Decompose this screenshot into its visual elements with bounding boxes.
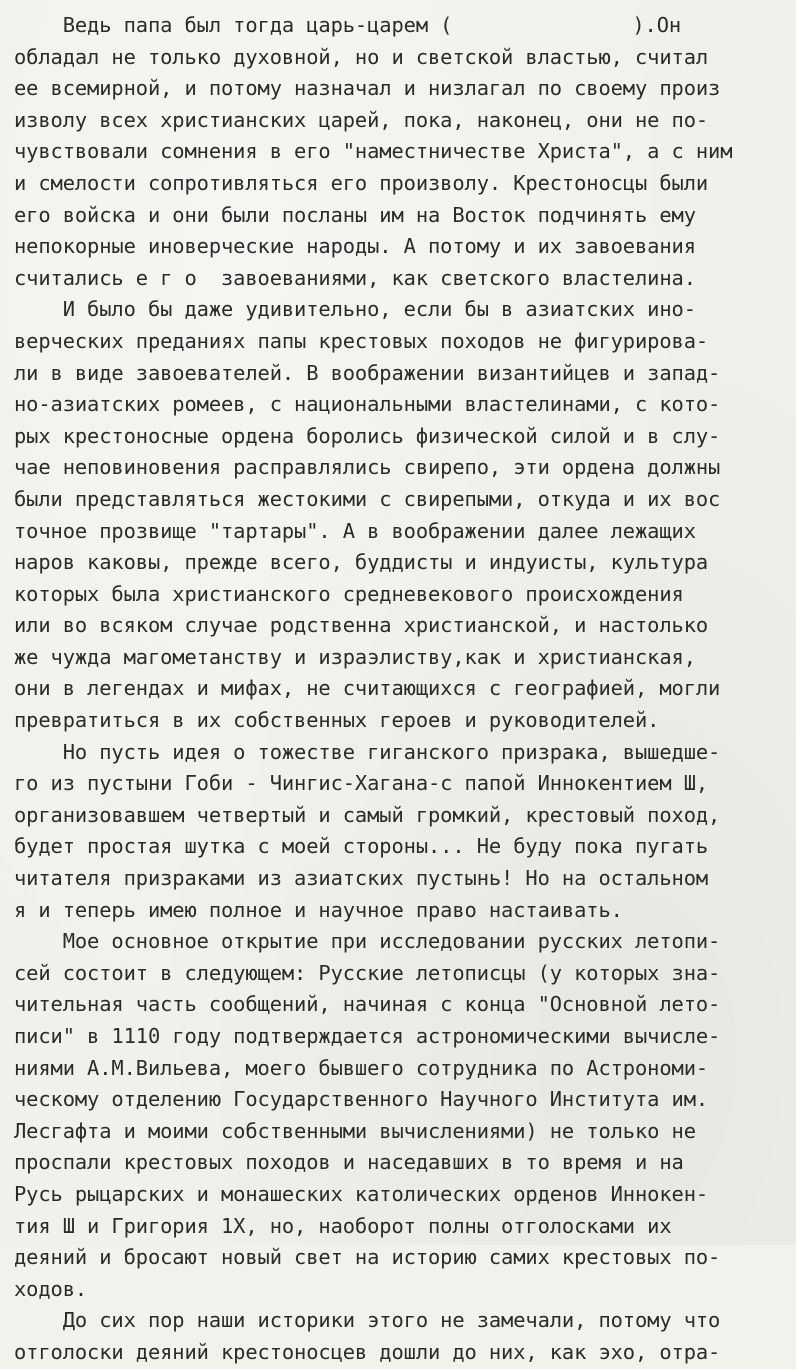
text-line: тия Ш и Григория 1Х, но, наоборот полны отголосками их [14,1213,672,1238]
text-line: И было бы даже удивительно, если бы в азиатских ино- [14,297,696,322]
text-line: Русь рыцарских и монашеских католических орденов Иннокен- [14,1181,709,1206]
text-line: наров каковы, прежде всего, буддисты и индуисты, культура [14,550,709,575]
text-line: которых была христианского средневекового происхождения [14,581,684,606]
line-text: Ведь папа был тогда царь-царем ( [14,13,453,37]
text-line: обладал не только духовной, но и светской властью, считал [14,44,709,69]
text-line: или во всяком случае родственна христианской, и настолько [14,613,709,638]
text-line: точное прозвище "тартары". А в воображении далее лежащих [14,518,696,543]
text-line: До сих пор наши историки этого не замечали, потому что [14,1308,721,1333]
text-line: писи" в 1110 году подтверждается астрономическими вычисле- [14,1024,721,1048]
text-line: отголоски деяний крестоносцев дошли до них, как эхо, отра- [14,1339,721,1364]
text-line: го из пустыни Гоби - Чингис-Хагана-с папой Иннокентием Ш, [14,771,709,796]
text-line: ходов. [14,1276,88,1301]
text-line: ческому отделению Государственного Научного Института им. [14,1087,709,1112]
text-line [14,10,789,42]
text-line: но-азиатских ромеев, с национальными властелинами, с кото- [14,392,721,417]
text-line: же чужда магометанству и израэлиству,как и христианская, [14,644,696,669]
text-line: и смелости сопротивляться его произволу. Крестоносцы были [14,170,709,195]
text-line: ли в виде завоевателей. В воображении византийцев и запад- [14,360,721,385]
text-line: они в легендах и мифах, не считающихся с географией, могли [14,676,721,701]
text-line: организовавшем четвертый и самый громкий, крестовый поход, [14,802,721,827]
text-line: чае неповиновения расправлялись свирепо, эти ордена должны [14,455,721,480]
text-line: Лесгафта и моими собственными вычислениями) не только не [14,1118,696,1143]
text-line: непокорные иноверческие народы. А потому и их завоевания [14,234,696,259]
text-line: читателя призраками из азиатских пустынь! Но на остальном [14,866,709,891]
text-line: были представляться жестокими с свирепыми, откуда и их вос [14,486,721,511]
document-body [14,10,789,1369]
text-line: считались е г о завоеваниями, как светского властелина. [14,265,696,290]
text-line: верческих преданиях папы крестовых походов не фигурирова- [14,328,709,353]
line-text-tail: ).Он [632,13,682,37]
text-line: его войска и они были посланы им на Восток подчинять ему [14,202,696,227]
text-line: сей состоит в следующем: Русские летописцы (у которых зна- [14,960,721,985]
text-line: проспали крестовых походов и наседавших в то время и на [14,1150,684,1175]
text-line: рых крестоносные ордена боролись физической силой и в слу- [14,423,721,448]
text-line: чительная часть сообщений, начиная с конца "Основной лето- [14,992,721,1017]
text-line: деяний и бросают новый свет на историю самих крестовых по- [14,1245,721,1270]
text-line: чувствовали сомнения в его "наместничестве Христа", а с ним [14,139,733,164]
text-line: ниями А.М.Вильева, моего бывшего сотрудника по Астрономи- [14,1055,709,1080]
text-line: изволу всех христианских царей, пока, наконец, они не по- [14,107,709,132]
text-line: будет простая шутка с моей стороны... Не буду пока пугать [14,834,709,859]
text-line: превратиться в их собственных героев и руководителей. [14,708,660,733]
text-line: ее всемирной, и потому назначал и низлагал по своему произ [14,76,721,101]
text-line: Но пусть идея о тожестве гиганского призрака, вышедше- [14,739,721,764]
text-line: я и теперь имею полное и научное право настаивать. [14,897,623,922]
text-line: Мое основное открытие при исследовании русских летопи- [14,929,721,954]
